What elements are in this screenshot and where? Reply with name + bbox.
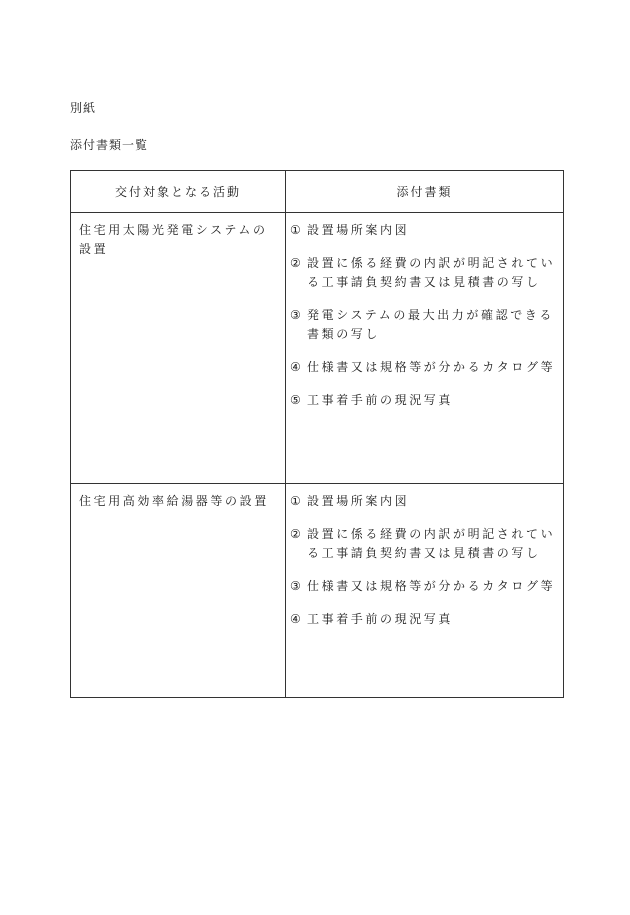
item-number: ①	[290, 223, 301, 237]
item-text: 工事着手前の現況写真	[307, 612, 454, 626]
activity-text: 住宅用太陽光発電システムの設置	[79, 223, 268, 256]
item-text: 設置場所案内図	[307, 494, 410, 508]
attachment-label: 別紙	[70, 101, 97, 115]
document-item	[290, 358, 557, 377]
page-title: 添付書類一覧	[70, 138, 149, 152]
document-item	[290, 610, 557, 629]
item-text: 仕様書又は規格等が分かるカタログ等	[307, 360, 556, 374]
document-item	[290, 254, 557, 292]
documents-cell	[286, 484, 564, 698]
item-text: 仕様書又は規格等が分かるカタログ等	[307, 579, 556, 593]
column-header-documents: 添付書類	[286, 171, 564, 213]
document-item	[290, 391, 557, 410]
table-row	[71, 484, 564, 698]
item-number: ④	[290, 612, 301, 626]
table-header-row	[71, 171, 564, 213]
item-number: ②	[290, 256, 301, 270]
item-text: 設置に係る経費の内訳が明記されている工事請負契約書又は見積書の写し	[307, 256, 556, 289]
table-row	[71, 213, 564, 484]
item-number: ⑤	[290, 393, 301, 407]
document-item	[290, 525, 557, 563]
item-number: ①	[290, 494, 301, 508]
item-text: 設置に係る経費の内訳が明記されている工事請負契約書又は見積書の写し	[307, 527, 556, 560]
activity-cell	[71, 213, 286, 484]
attachment-table	[70, 170, 564, 698]
document-item	[290, 492, 557, 511]
item-number: ③	[290, 308, 301, 322]
item-number: ②	[290, 527, 301, 541]
document-item	[290, 221, 557, 240]
document-item	[290, 577, 557, 596]
documents-cell	[286, 213, 564, 484]
item-text: 工事着手前の現況写真	[307, 393, 454, 407]
item-number: ③	[290, 579, 301, 593]
item-text: 発電システムの最大出力が確認できる書類の写し	[307, 308, 555, 341]
activity-text: 住宅用高効率給湯器等の設置	[79, 494, 269, 508]
item-number: ④	[290, 360, 301, 374]
column-header-activity: 交付対象となる活動	[71, 171, 286, 213]
item-text: 設置場所案内図	[307, 223, 410, 237]
document-item	[290, 306, 557, 344]
activity-cell	[71, 484, 286, 698]
